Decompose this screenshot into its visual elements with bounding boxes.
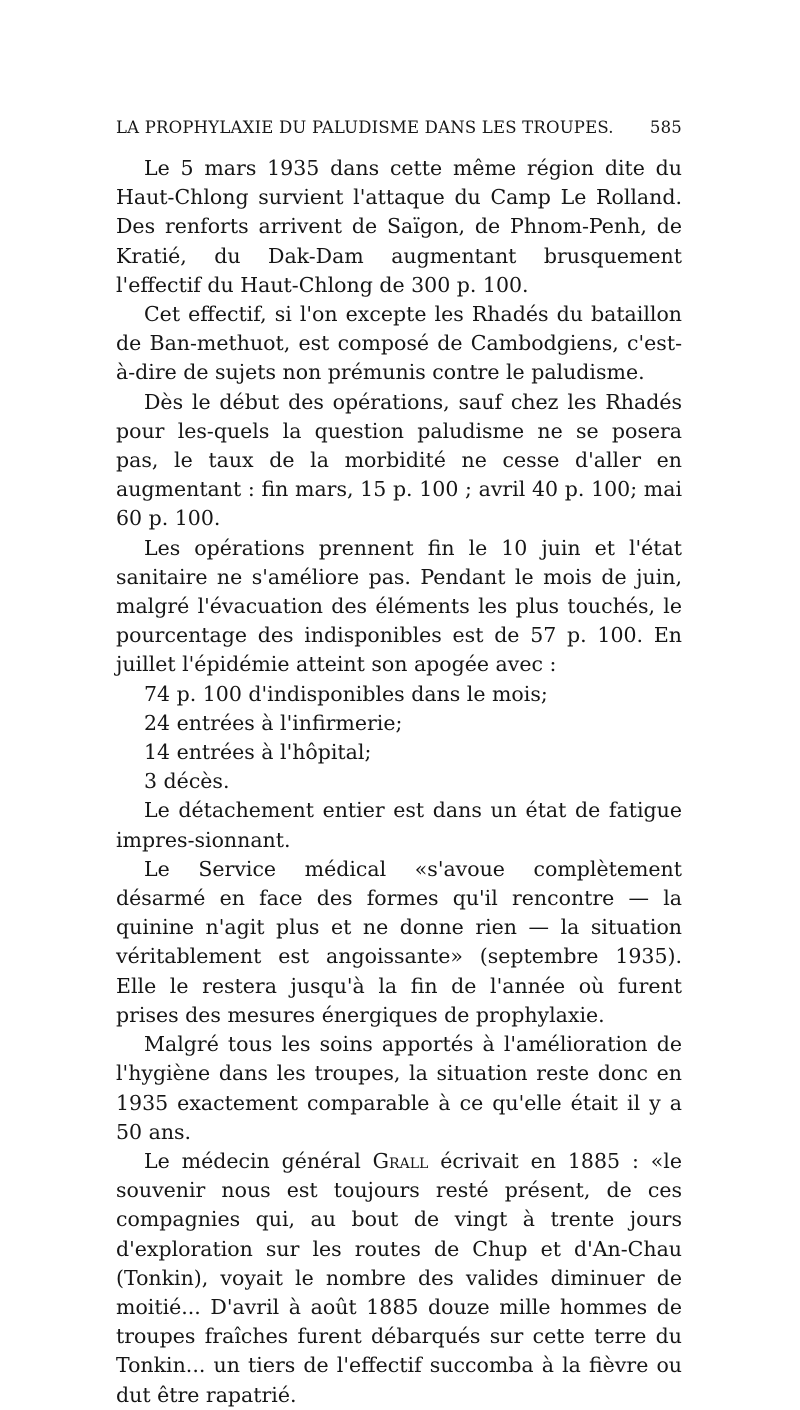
paragraph: Cet effectif, si l'on excepte les Rhadés du bataillon de Ban-methuot, est composé de Cambodgiens, c'est-à-dire de sujets non prémunis contre le paludisme.	[116, 302, 682, 385]
list-item: 3 décès.	[144, 769, 230, 794]
text-fragment: écrivait en 1885 : «le souvenir nous est toujours resté présent, de ces compagnies qui, au bout de vingt à trente jours d'exploration sur les routes de Chup et d'An-Chau (Tonkin), voyait le nombre des valides diminuer de moitié... D'avril à août 1885 douze mille hommes de troupes fraîches furent débarqués sur cette terre du Tonkin... un tiers de l'effectif succomba à la fièvre ou dut être rapatrié.	[116, 1148, 682, 1407]
list-item: 74 p. 100 d'indisponibles dans le mois;	[144, 681, 548, 706]
author-name: Grall	[372, 1148, 429, 1173]
running-title: LA PROPHYLAXIE DU PALUDISME DANS LES TROUPES.	[116, 118, 614, 137]
body-text	[116, 154, 682, 1410]
paragraph: Les opérations prennent fin le 10 juin et l'état sanitaire ne s'améliore pas. Pendant le mois de juin, malgré l'évacuation des éléments les plus touchés, le pourcentage des indisponibles est de 57 p. 100. En juillet l'épidémie atteint son apogée avec :	[116, 535, 682, 677]
list-item: 14 entrées à l'hôpital;	[144, 740, 372, 765]
paragraph: Le Service médical «s'avoue complètement désarmé en face des formes qu'il rencontre — la quinine n'agit plus et ne donne rien — la situation véritablement est angoissante» (septembre 1935). Elle le restera jusqu'à la fin de l'année où furent prises des mesures énergiques de prophylaxie.	[116, 856, 682, 1027]
list-item: 24 entrées à l'infirmerie;	[144, 710, 403, 735]
text-fragment: Le médecin général	[144, 1148, 373, 1173]
paragraph: Le 5 mars 1935 dans cette même région dite du Haut-Chlong survient l'attaque du Camp Le Rolland. Des renforts arrivent de Saïgon, de Phnom-Penh, de Kratié, du Dak-Dam augmentant brusquement l'effectif du Haut-Chlong de 300 p. 100.	[116, 156, 682, 297]
page	[116, 118, 682, 1410]
paragraph: Le détachement entier est dans un état de fatigue impres-sionnant.	[116, 798, 682, 852]
paragraph: Malgré tous les soins apportés à l'amélioration de l'hygiène dans les troupes, la situation reste donc en 1935 exactement comparable à ce qu'elle était il y a 50 ans.	[116, 1032, 682, 1144]
paragraph: Dès le début des opérations, sauf chez les Rhadés pour les-quels la question paludisme ne se posera pas, le taux de la morbidité ne cesse d'aller en augmentant : fin mars, 15 p. 100 ; avril 40 p. 100; mai 60 p. 100.	[116, 389, 682, 531]
paragraph	[116, 1147, 682, 1410]
page-number: 585	[649, 118, 682, 137]
running-head	[116, 118, 682, 142]
